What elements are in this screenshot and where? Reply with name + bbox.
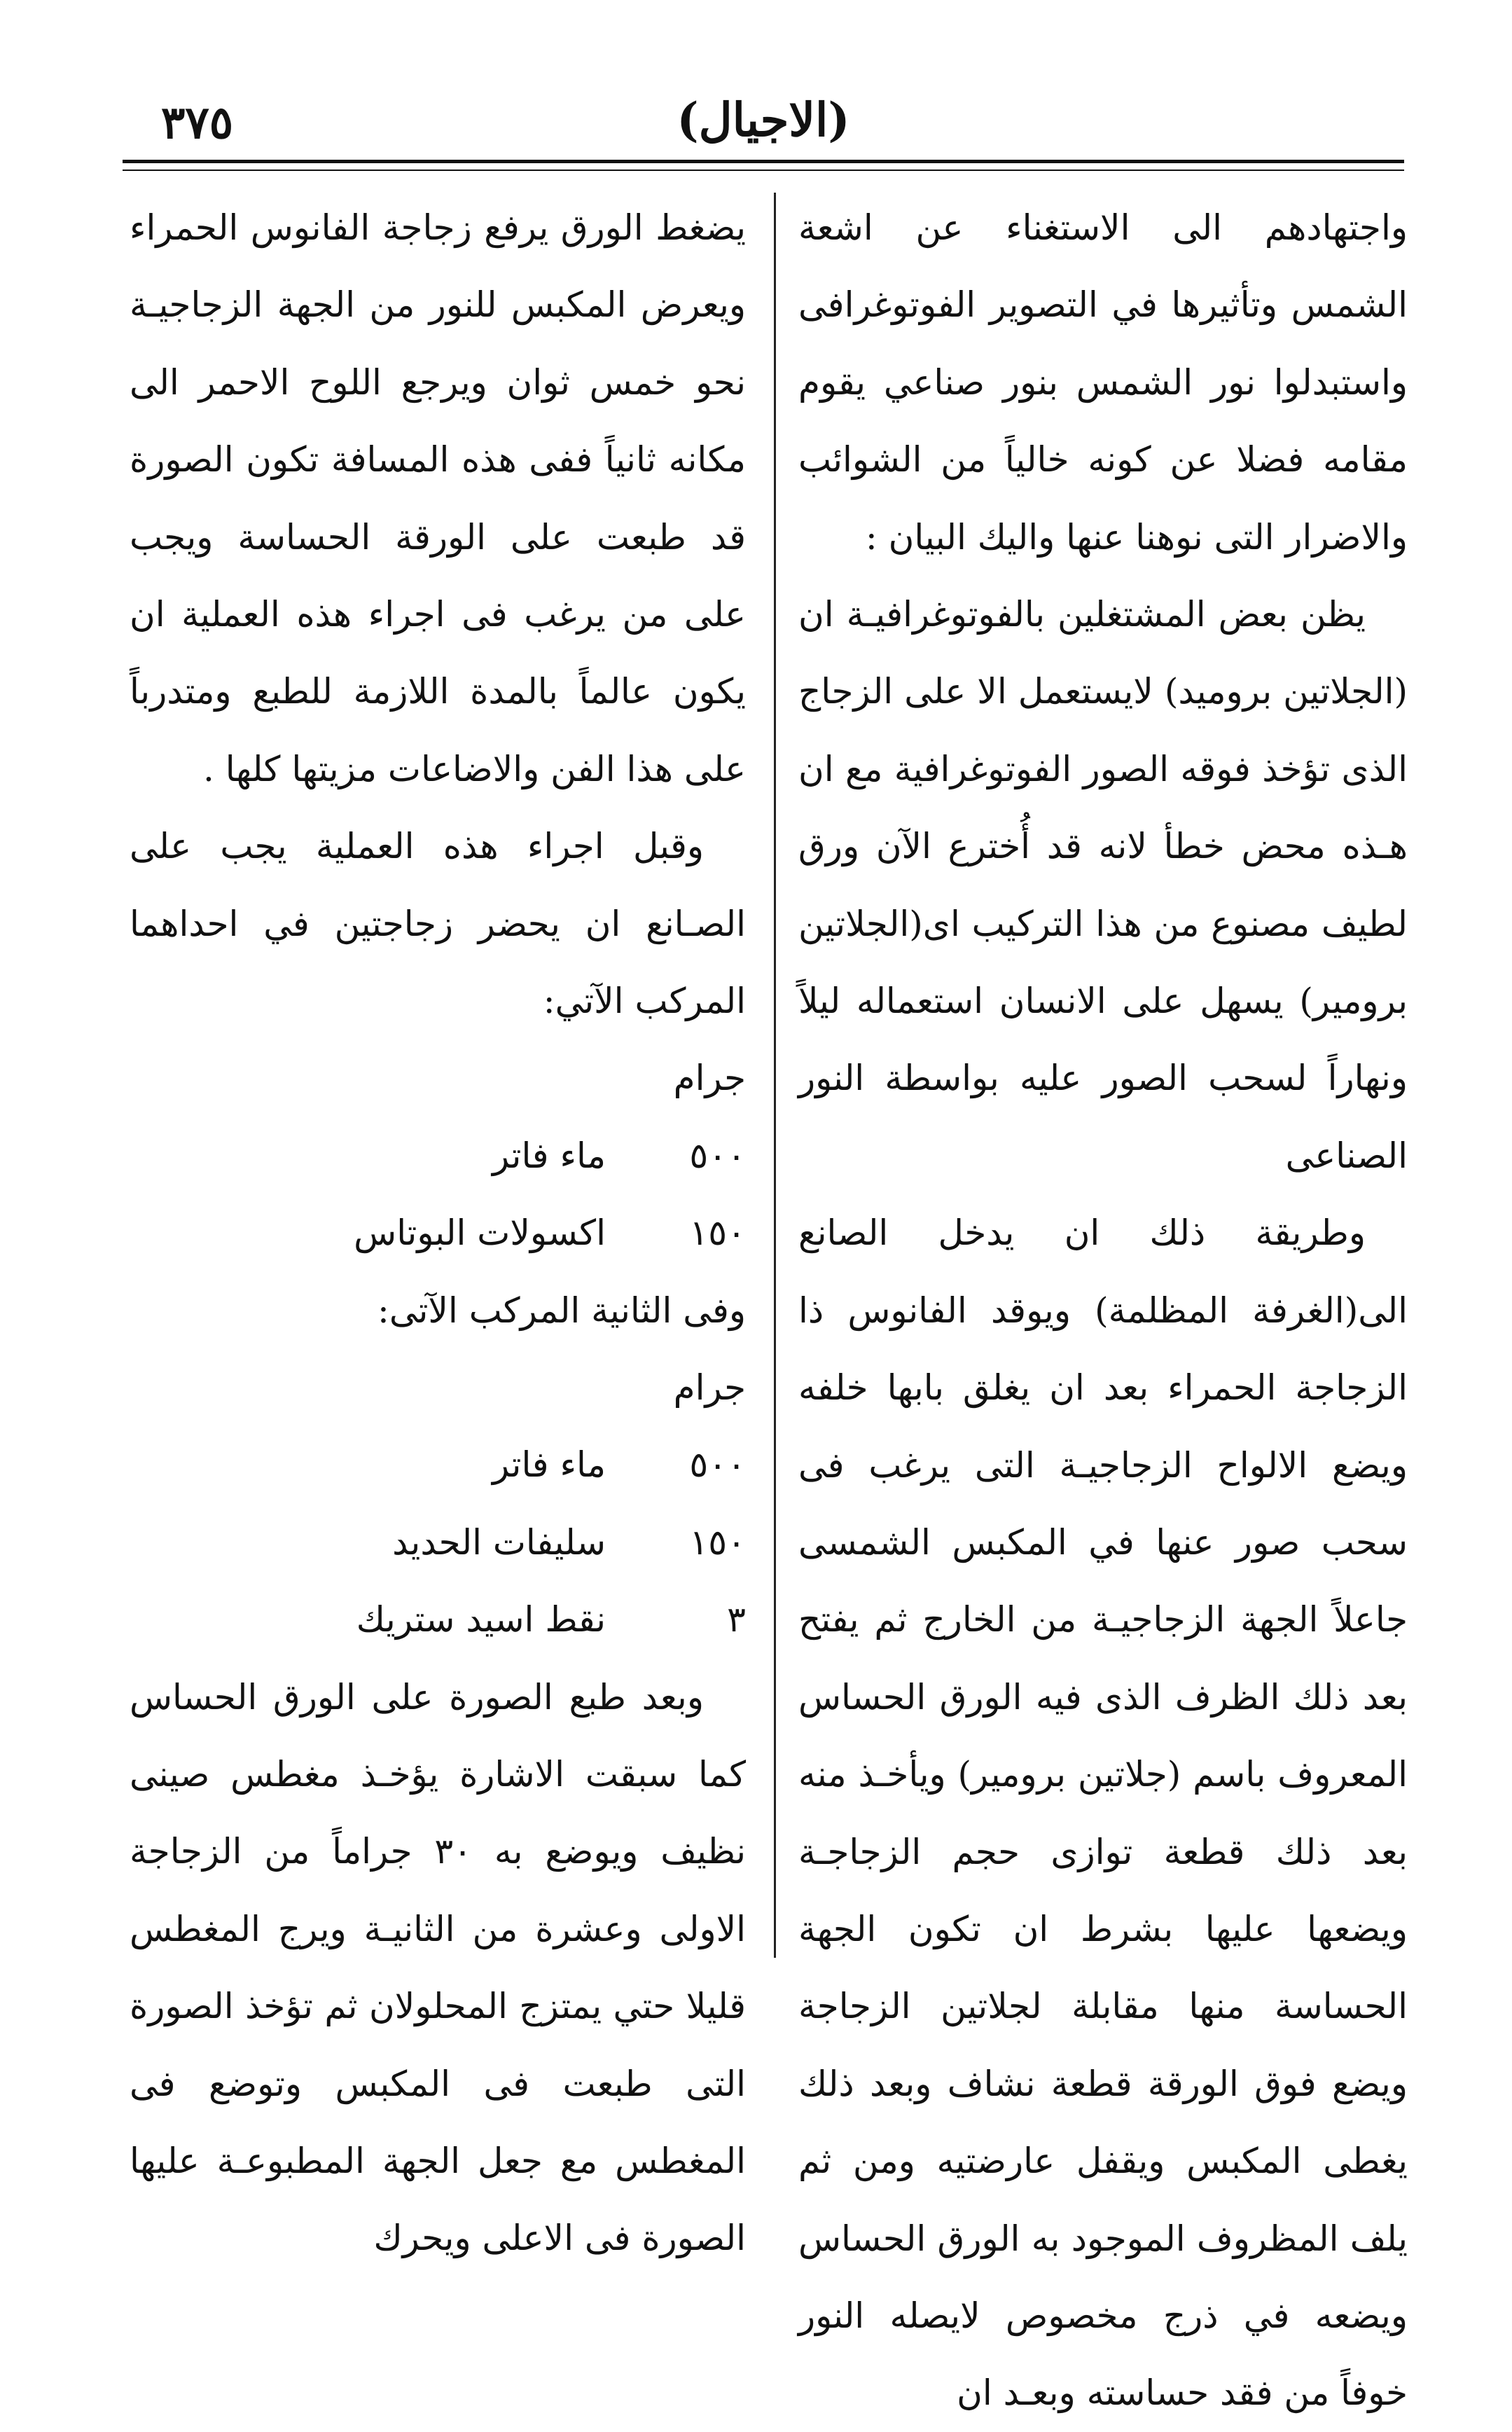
header-rule-thin (123, 170, 1404, 171)
column-divider (774, 193, 776, 1958)
formula-ingredient: ماء فاتر (492, 1135, 606, 1176)
formula-unit: جرام (673, 1058, 746, 1099)
formula-quantity: ٥٠٠ (689, 1135, 746, 1176)
formula-unit: جرام (673, 1367, 746, 1409)
formula-quantity: ٥٠٠ (689, 1444, 746, 1486)
header-rule-thick (123, 160, 1404, 163)
formula-unit-row (130, 1039, 746, 1117)
paragraph: وطريقة ذلك ان يدخل الصانع الى(الغرفة المظلمة) ويوقد الفانوس ذا الزجاجة الحمراء بعد ان يغلق بابها خلفه ويضع الالواح الزجاجيـة التى يرغب فى سحب صور عنها في المكبس الشمسى جاعلاً الجهة الزجاجيـة من الخارج ثم يفتح بعد ذلك الظرف الذى فيه الورق الحساس المعروف باسم (جلاتين برومير) ويأخـذ منه بعد ذلك قطعة توازى حجم الزجاجـة ويضعها عليها بشرط ان تكون الجهة الحساسة منها مقابلة لجلاتين الزجاجة ويضع فوق الورقة قطعة نشاف وبعد ذلك يغطى المكبس ويقفل عارضتيه ومن ثم يلف المظروف الموجود به الورق الحساس ويضعه في ذرج مخصوص لايصله النور خوفاً من فقد حساسته وبعـد ان (798, 1212, 1408, 2414)
formula-second (130, 1349, 746, 1659)
formula-ingredient: ماء فاتر (492, 1444, 606, 1486)
left-column (130, 189, 746, 2277)
paragraph: يظن بعض المشتغلين بالفوتوغرافيـة ان (الجلاتين بروميد) لايستعمل الا على الزجاج الذى تؤخذ فوقه الصور الفوتوغرافية مع ان هـذه محض خطأ لانه قد أُخترع الآن ورق لطيف مصنوع من هذا التركيب اى(الجلاتين برومير) يسهل على الانسان استعماله ليلاً ونهاراً لسحب الصور عليه بواسطة النور الصناعى (798, 594, 1408, 1176)
formula-ingredient: سليفات الحديد (392, 1521, 606, 1563)
formula-ingredient: اكسولات البوتاس (354, 1212, 606, 1254)
paragraph: وقبل اجراء هذه العملية يجب على الصـانع ان يحضر زجاجتين في احداهما المركب الآتي: (130, 826, 746, 1022)
formula-quantity: ٣ (727, 1599, 746, 1640)
formula-unit-row (130, 1349, 746, 1426)
formula-first (130, 1039, 746, 1271)
formula-row (130, 1117, 746, 1194)
formula-row (130, 1426, 746, 1503)
paragraph: واجتهادهم الى الاستغناء عن اشعة الشمس وتأثيرها في التصوير الفوتوغرافى واستبدلوا نور الشمس بنور صناعي يقوم مقامه فضلا عن كونه خالياً من الشوائب والاضرار التى نوهنا عنها واليك البيان : (798, 207, 1408, 558)
page-header (119, 84, 1408, 161)
page-number: ٣٧٥ (161, 97, 234, 149)
formula-ingredient: نقط اسيد ستريك (356, 1599, 606, 1640)
formula-row (130, 1581, 746, 1658)
formula-row (130, 1504, 746, 1581)
paragraph: وفى الثانية المركب الآتى: (377, 1290, 746, 1331)
right-column (798, 189, 1408, 2432)
formula-row (130, 1194, 746, 1271)
paragraph: يضغط الورق يرفع زجاجة الفانوس الحمراء ويعرض المكبس للنور من الجهة الزجاجيـة نحو خمس ثوان ويرجع اللوح الاحمر الى مكانه ثانياً ففى هذه المسافة تكون الصورة قد طبعت على الورقة الحساسة ويجب على من يرغب فى اجراء هذه العملية ان يكون عالماً بالمدة اللازمة للطبع ومتدرباً على هذا الفن والاضاعات مزيتها كلها . (130, 207, 746, 789)
formula-quantity: ١٥٠ (689, 1521, 746, 1563)
running-title: (الاجيال) (677, 92, 850, 147)
paragraph: وبعد طبع الصورة على الورق الحساس كما سبقت الاشارة يؤخـذ مغطس صينى نظيف ويوضع به ٣٠ جراماً من الزجاجة الاولى وعشرة من الثانيـة ويرج المغطس قليلا حتي يمتزج المحلولان ثم تؤخذ الصورة التى طبعت فى المكبس وتوضع فى المغطس مع جعل الجهة المطبوعـة عليها الصورة فى الاعلى ويحرك (130, 1676, 747, 2259)
formula-quantity: ١٥٠ (689, 1212, 746, 1254)
